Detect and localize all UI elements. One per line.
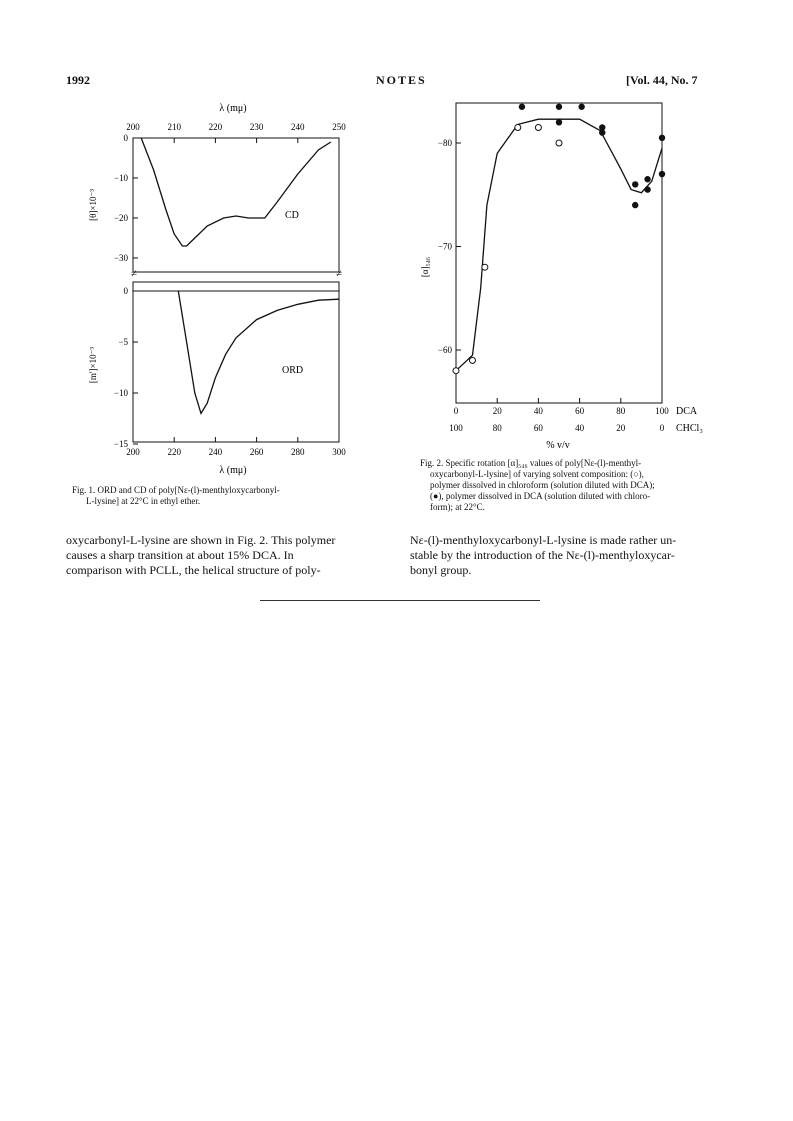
fig2-frame bbox=[456, 103, 662, 403]
fig2-filled-point bbox=[659, 171, 665, 177]
body-line: comparison with PCLL, the helical structure of poly- bbox=[66, 563, 321, 577]
fig2-xtick-label-chcl3: 40 bbox=[575, 423, 585, 433]
fig1-ord-label: ORD bbox=[282, 365, 304, 376]
end-rule bbox=[260, 600, 540, 601]
fig1-bottom-tick-label: 280 bbox=[291, 447, 305, 457]
fig2-ylabel: [α]₅₄₆ bbox=[420, 256, 430, 278]
fig2-fit-curve bbox=[456, 119, 662, 371]
fig2-filled-point bbox=[578, 104, 584, 110]
fig1-cd-curve bbox=[141, 138, 331, 246]
fig2-caption-line: form); at 22°C. bbox=[430, 502, 485, 512]
fig1-bottom-axis-label: λ (mμ) bbox=[219, 465, 247, 476]
fig2-xtick-label-chcl3: 80 bbox=[492, 423, 502, 433]
fig1-cd-ytick-label: 0 bbox=[123, 133, 128, 143]
fig1-caption-line: Fig. 1. ORD and CD of poly[Nε-(l)-menthyloxycarbonyl- bbox=[72, 485, 280, 495]
figure-2 bbox=[400, 95, 730, 460]
fig2-open-point bbox=[556, 140, 562, 146]
fig1-ord-curve bbox=[178, 291, 339, 413]
fig1-bottom-tick-label: 220 bbox=[167, 447, 181, 457]
fig2-ytick-label: −60 bbox=[437, 345, 452, 355]
fig1-cd-label: CD bbox=[285, 210, 299, 221]
fig2-xlabel-dca: DCA bbox=[676, 406, 698, 417]
fig1-top-axis-label: λ (mμ) bbox=[219, 103, 247, 114]
fig1-ord-frame bbox=[133, 282, 339, 442]
fig1-bottom-tick-label: 200 bbox=[126, 447, 140, 457]
fig1-top-tick-label: 210 bbox=[167, 122, 181, 132]
fig1-ord-ytick-label: −10 bbox=[113, 388, 128, 398]
fig2-ytick-label: −80 bbox=[437, 138, 452, 148]
body-line: bonyl group. bbox=[410, 563, 472, 577]
fig2-open-point bbox=[482, 264, 488, 270]
fig2-filled-point bbox=[659, 135, 665, 141]
fig1-ord-ytick-label: −5 bbox=[118, 337, 128, 347]
section-heading: NOTES bbox=[376, 73, 427, 87]
fig2-filled-point bbox=[519, 104, 525, 110]
fig2-open-point bbox=[515, 124, 521, 130]
fig2-xtick-label-dca: 100 bbox=[655, 406, 669, 416]
fig1-top-tick-label: 240 bbox=[291, 122, 305, 132]
fig1-bottom-tick-label: 300 bbox=[332, 447, 346, 457]
fig2-xtick-label-dca: 20 bbox=[492, 406, 502, 416]
fig1-axis-break-left: ≠ bbox=[130, 268, 138, 280]
body-line: stable by the introduction of the Nε-(l)-menthyloxycar- bbox=[410, 548, 675, 562]
fig1-caption-line: L-lysine] at 22°C in ethyl ether. bbox=[86, 496, 201, 506]
fig2-xtick-label-dca: 80 bbox=[616, 406, 626, 416]
fig1-cd-ytick-label: −10 bbox=[113, 173, 128, 183]
fig2-caption-line: oxycarbonyl-L-lysine] of varying solvent composition: (○), bbox=[430, 469, 644, 479]
fig1-top-tick-label: 250 bbox=[332, 122, 346, 132]
page-number: 1992 bbox=[66, 73, 90, 87]
fig2-filled-point bbox=[632, 202, 638, 208]
fig2-filled-point bbox=[556, 119, 562, 125]
fig2-caption-line: polymer dissolved in chloroform (solution diluted with DCA); bbox=[430, 480, 655, 490]
fig1-cd-ytick-label: −30 bbox=[113, 253, 128, 263]
body-line: causes a sharp transition at about 15% DCA. In bbox=[66, 548, 294, 562]
fig2-caption bbox=[420, 458, 730, 513]
fig2-xlabel-chcl3: CHCl₃ bbox=[676, 423, 703, 434]
fig2-filled-point bbox=[644, 186, 650, 192]
fig1-top-tick-label: 220 bbox=[208, 122, 223, 132]
fig1-cd-ylabel: [θ]×10⁻³ bbox=[88, 189, 98, 221]
fig1-bottom-tick-label: 260 bbox=[249, 447, 264, 457]
fig2-open-point bbox=[469, 357, 475, 363]
fig1-bottom-tick-label: 240 bbox=[208, 447, 223, 457]
fig1-ord-ytick-label: 0 bbox=[123, 286, 128, 296]
fig2-ytick-label: −70 bbox=[437, 241, 452, 252]
fig2-xunit: % v/v bbox=[546, 440, 570, 451]
body-line: Nε-(l)-menthyloxycarbonyl-L-lysine is made rather un- bbox=[410, 533, 677, 547]
fig1-axis-break-right: ≠ bbox=[335, 268, 343, 280]
fig2-caption-line: (●), polymer dissolved in DCA (solution diluted with chloro- bbox=[430, 491, 651, 501]
fig2-filled-point bbox=[599, 129, 605, 135]
fig2-xtick-label-chcl3: 20 bbox=[616, 423, 626, 433]
body-left-column bbox=[66, 533, 389, 578]
fig2-xtick-label-dca: 40 bbox=[533, 406, 543, 416]
fig2-xtick-label-dca: 0 bbox=[453, 406, 459, 416]
fig1-ord-ytick-label: −15 bbox=[113, 439, 128, 449]
fig2-open-point bbox=[453, 368, 459, 374]
fig2-xtick-label-dca: 60 bbox=[575, 406, 585, 416]
fig2-filled-point bbox=[632, 181, 638, 187]
figure-1 bbox=[60, 95, 360, 480]
fig1-caption bbox=[72, 485, 372, 507]
fig1-top-tick-label: 230 bbox=[249, 122, 264, 132]
fig1-cd-ytick-label: −20 bbox=[113, 213, 128, 223]
fig2-xtick-label-chcl3: 0 bbox=[659, 423, 665, 433]
fig2-caption-line: Fig. 2. Specific rotation [α]₅₄₆ values of poly[Nε-(l)-menthyl- bbox=[420, 458, 642, 468]
fig2-xtick-label-chcl3: 100 bbox=[449, 423, 463, 433]
body-line: oxycarbonyl-L-lysine are shown in Fig. 2. This polymer bbox=[66, 533, 336, 547]
fig2-open-point bbox=[535, 124, 541, 130]
fig2-filled-point bbox=[556, 104, 562, 110]
volume-info: [Vol. 44, No. 7 bbox=[626, 73, 698, 87]
fig1-ord-ylabel: [m']×10⁻³ bbox=[88, 346, 98, 384]
fig2-filled-point bbox=[644, 176, 650, 182]
body-right-column bbox=[410, 533, 730, 578]
fig1-top-tick-label: 200 bbox=[126, 122, 140, 132]
fig2-xtick-label-chcl3: 60 bbox=[533, 423, 543, 433]
